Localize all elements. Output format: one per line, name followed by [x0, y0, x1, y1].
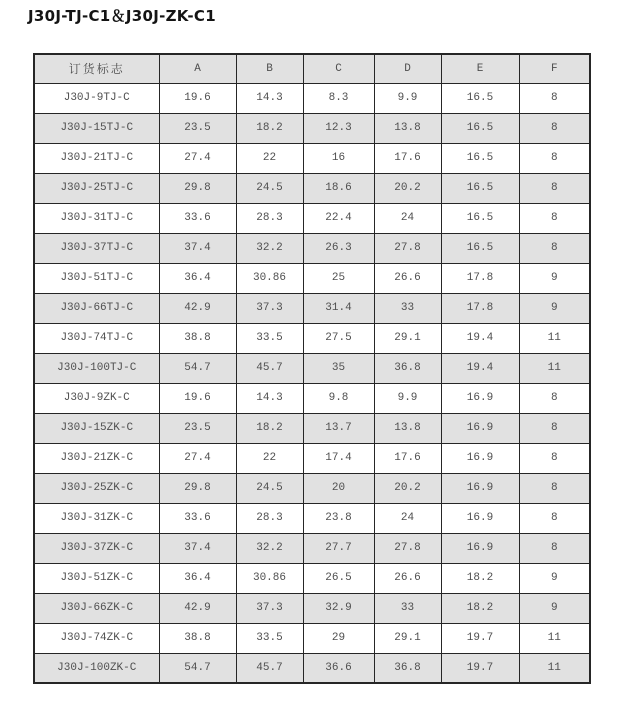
value-cell: 16.9 — [441, 473, 519, 503]
value-cell: 38.8 — [159, 623, 236, 653]
value-cell: 27.5 — [303, 323, 374, 353]
value-cell: 18.2 — [441, 563, 519, 593]
value-cell: 16.5 — [441, 83, 519, 113]
value-cell: 17.8 — [441, 293, 519, 323]
table-row — [34, 593, 590, 623]
model-cell: J30J-37ZK-C — [34, 533, 159, 563]
value-cell: 17.6 — [374, 143, 441, 173]
value-cell: 8 — [519, 83, 590, 113]
value-cell: 22.4 — [303, 203, 374, 233]
column-header: D — [374, 54, 441, 83]
page-title: J30J-TJ-C1＆J30J-ZK-C1 — [28, 7, 216, 25]
table-row — [34, 233, 590, 263]
value-cell: 24 — [374, 203, 441, 233]
value-cell: 33.6 — [159, 503, 236, 533]
value-cell: 24 — [374, 503, 441, 533]
value-cell: 37.3 — [236, 593, 303, 623]
table-row — [34, 563, 590, 593]
value-cell: 30.86 — [236, 263, 303, 293]
value-cell: 8 — [519, 473, 590, 503]
column-header: E — [441, 54, 519, 83]
value-cell: 16.5 — [441, 233, 519, 263]
value-cell: 8 — [519, 143, 590, 173]
column-header: F — [519, 54, 590, 83]
value-cell: 29 — [303, 623, 374, 653]
model-cell: J30J-9TJ-C — [34, 83, 159, 113]
value-cell: 42.9 — [159, 293, 236, 323]
column-header: A — [159, 54, 236, 83]
table-row — [34, 83, 590, 113]
value-cell: 19.6 — [159, 83, 236, 113]
value-cell: 22 — [236, 143, 303, 173]
value-cell: 18.2 — [441, 593, 519, 623]
value-cell: 32.2 — [236, 233, 303, 263]
value-cell: 33.5 — [236, 323, 303, 353]
value-cell: 8 — [519, 233, 590, 263]
value-cell: 38.8 — [159, 323, 236, 353]
value-cell: 54.7 — [159, 653, 236, 683]
value-cell: 16.9 — [441, 443, 519, 473]
value-cell: 9 — [519, 593, 590, 623]
model-cell: J30J-51ZK-C — [34, 563, 159, 593]
value-cell: 11 — [519, 623, 590, 653]
value-cell: 9.9 — [374, 383, 441, 413]
value-cell: 37.3 — [236, 293, 303, 323]
value-cell: 31.4 — [303, 293, 374, 323]
value-cell: 27.8 — [374, 233, 441, 263]
model-cell: J30J-25ZK-C — [34, 473, 159, 503]
model-cell: J30J-25TJ-C — [34, 173, 159, 203]
value-cell: 16.5 — [441, 143, 519, 173]
model-cell: J30J-100TJ-C — [34, 353, 159, 383]
value-cell: 9 — [519, 563, 590, 593]
table-header — [34, 54, 590, 83]
value-cell: 8.3 — [303, 83, 374, 113]
value-cell: 18.2 — [236, 413, 303, 443]
table-row — [34, 323, 590, 353]
value-cell: 14.3 — [236, 383, 303, 413]
value-cell: 8 — [519, 203, 590, 233]
value-cell: 19.4 — [441, 323, 519, 353]
model-cell: J30J-74TJ-C — [34, 323, 159, 353]
value-cell: 36.6 — [303, 653, 374, 683]
value-cell: 8 — [519, 503, 590, 533]
value-cell: 33.6 — [159, 203, 236, 233]
value-cell: 33 — [374, 293, 441, 323]
model-cell: J30J-31ZK-C — [34, 503, 159, 533]
value-cell: 26.6 — [374, 263, 441, 293]
value-cell: 32.9 — [303, 593, 374, 623]
value-cell: 9 — [519, 293, 590, 323]
table-row — [34, 293, 590, 323]
value-cell: 19.7 — [441, 623, 519, 653]
table-row — [34, 653, 590, 683]
value-cell: 19.6 — [159, 383, 236, 413]
table-row — [34, 203, 590, 233]
model-cell: J30J-15ZK-C — [34, 413, 159, 443]
value-cell: 30.86 — [236, 563, 303, 593]
value-cell: 25 — [303, 263, 374, 293]
table-row — [34, 263, 590, 293]
column-header: B — [236, 54, 303, 83]
value-cell: 27.4 — [159, 143, 236, 173]
value-cell: 28.3 — [236, 503, 303, 533]
model-cell: J30J-9ZK-C — [34, 383, 159, 413]
table-row — [34, 533, 590, 563]
table-row — [34, 113, 590, 143]
value-cell: 27.7 — [303, 533, 374, 563]
value-cell: 11 — [519, 323, 590, 353]
value-cell: 14.3 — [236, 83, 303, 113]
table-row — [34, 413, 590, 443]
value-cell: 26.6 — [374, 563, 441, 593]
value-cell: 20.2 — [374, 173, 441, 203]
spec-table — [33, 53, 591, 684]
value-cell: 17.4 — [303, 443, 374, 473]
value-cell: 9.8 — [303, 383, 374, 413]
table-row — [34, 353, 590, 383]
value-cell: 26.3 — [303, 233, 374, 263]
value-cell: 8 — [519, 383, 590, 413]
value-cell: 28.3 — [236, 203, 303, 233]
value-cell: 45.7 — [236, 353, 303, 383]
value-cell: 23.5 — [159, 113, 236, 143]
model-cell: J30J-66TJ-C — [34, 293, 159, 323]
value-cell: 45.7 — [236, 653, 303, 683]
value-cell: 13.8 — [374, 113, 441, 143]
value-cell: 36.4 — [159, 563, 236, 593]
value-cell: 29.1 — [374, 623, 441, 653]
model-cell: J30J-21ZK-C — [34, 443, 159, 473]
value-cell: 24.5 — [236, 473, 303, 503]
value-cell: 36.4 — [159, 263, 236, 293]
value-cell: 27.4 — [159, 443, 236, 473]
value-cell: 20.2 — [374, 473, 441, 503]
table-row — [34, 503, 590, 533]
value-cell: 17.6 — [374, 443, 441, 473]
value-cell: 42.9 — [159, 593, 236, 623]
value-cell: 29.1 — [374, 323, 441, 353]
value-cell: 16.9 — [441, 503, 519, 533]
value-cell: 16.9 — [441, 383, 519, 413]
table-row — [34, 173, 590, 203]
model-cell: J30J-21TJ-C — [34, 143, 159, 173]
value-cell: 9.9 — [374, 83, 441, 113]
value-cell: 33.5 — [236, 623, 303, 653]
value-cell: 16.5 — [441, 173, 519, 203]
header-row — [34, 54, 590, 83]
value-cell: 16.5 — [441, 113, 519, 143]
value-cell: 20 — [303, 473, 374, 503]
value-cell: 36.8 — [374, 353, 441, 383]
value-cell: 22 — [236, 443, 303, 473]
value-cell: 24.5 — [236, 173, 303, 203]
model-cell: J30J-37TJ-C — [34, 233, 159, 263]
column-header-model: 订货标志 — [34, 54, 159, 83]
model-cell: J30J-74ZK-C — [34, 623, 159, 653]
model-cell: J30J-66ZK-C — [34, 593, 159, 623]
value-cell: 13.7 — [303, 413, 374, 443]
value-cell: 37.4 — [159, 533, 236, 563]
value-cell: 8 — [519, 443, 590, 473]
value-cell: 29.8 — [159, 173, 236, 203]
value-cell: 8 — [519, 413, 590, 443]
column-header: C — [303, 54, 374, 83]
value-cell: 19.4 — [441, 353, 519, 383]
value-cell: 12.3 — [303, 113, 374, 143]
value-cell: 23.8 — [303, 503, 374, 533]
value-cell: 17.8 — [441, 263, 519, 293]
table-body — [34, 83, 590, 683]
value-cell: 29.8 — [159, 473, 236, 503]
value-cell: 16.5 — [441, 203, 519, 233]
value-cell: 26.5 — [303, 563, 374, 593]
value-cell: 32.2 — [236, 533, 303, 563]
value-cell: 16 — [303, 143, 374, 173]
value-cell: 27.8 — [374, 533, 441, 563]
table-row — [34, 383, 590, 413]
model-cell: J30J-15TJ-C — [34, 113, 159, 143]
value-cell: 8 — [519, 173, 590, 203]
value-cell: 8 — [519, 113, 590, 143]
value-cell: 54.7 — [159, 353, 236, 383]
value-cell: 13.8 — [374, 413, 441, 443]
table-row — [34, 143, 590, 173]
table-row — [34, 473, 590, 503]
value-cell: 9 — [519, 263, 590, 293]
value-cell: 37.4 — [159, 233, 236, 263]
value-cell: 16.9 — [441, 413, 519, 443]
table-row — [34, 623, 590, 653]
model-cell: J30J-51TJ-C — [34, 263, 159, 293]
value-cell: 23.5 — [159, 413, 236, 443]
table-row — [34, 443, 590, 473]
value-cell: 11 — [519, 653, 590, 683]
value-cell: 18.6 — [303, 173, 374, 203]
value-cell: 16.9 — [441, 533, 519, 563]
value-cell: 11 — [519, 353, 590, 383]
value-cell: 18.2 — [236, 113, 303, 143]
value-cell: 36.8 — [374, 653, 441, 683]
value-cell: 35 — [303, 353, 374, 383]
value-cell: 8 — [519, 533, 590, 563]
value-cell: 33 — [374, 593, 441, 623]
model-cell: J30J-31TJ-C — [34, 203, 159, 233]
value-cell: 19.7 — [441, 653, 519, 683]
model-cell: J30J-100ZK-C — [34, 653, 159, 683]
